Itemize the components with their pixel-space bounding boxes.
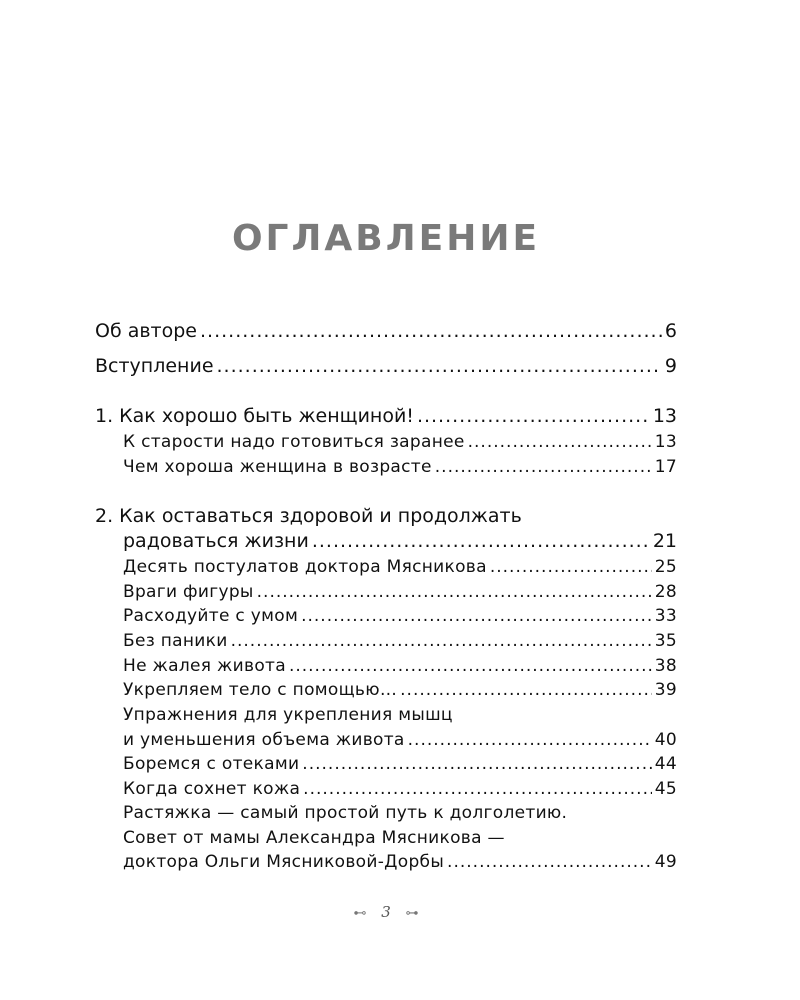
toc-entry-label: радоваться жизни [123,530,309,552]
toc-entry-label: Враги фигуры [123,582,254,602]
toc-entry-page: 13 [654,432,677,452]
toc-entry-page: 38 [654,656,677,676]
toc-entry-label: и уменьшения объема живота [123,730,405,750]
toc-subentry[interactable] [123,606,677,626]
dot-leader [435,457,652,477]
toc-entry-page: 35 [654,631,677,651]
toc-subentry[interactable] [123,582,677,602]
page-title: ОГЛАВЛЕНИЕ [231,218,541,259]
toc-entry-page: 40 [654,730,677,750]
right-ornament-icon: ⊶ [405,906,419,921]
toc-entry-label: Боремся с отеками [123,754,300,774]
dot-leader [312,530,650,552]
page-folio [0,903,772,921]
dot-leader [490,557,652,577]
toc-entry-page: 44 [654,754,677,774]
toc-entry-label: Вступление [95,355,214,377]
toc-subentry[interactable] [123,432,677,452]
toc-entry-label: К старости надо готовиться заранее [123,432,465,452]
toc-subentry[interactable] [123,680,677,700]
toc-subentry-line: Упражнения для укрепления мышц [123,705,453,725]
toc-entry-label: 1. Как хорошо быть женщиной! [95,405,414,427]
toc-entry-intro[interactable] [95,355,677,377]
toc-subentry[interactable] [123,656,677,676]
toc-subentry-line: Растяжка — самый простой путь к долголетию. [123,803,568,823]
toc-subentry[interactable] [123,754,677,774]
toc-entry-label: Без паники [123,631,228,651]
left-ornament-icon: ⊷ [353,906,367,921]
toc-entry-page: 45 [654,779,677,799]
toc-subentry[interactable] [123,557,677,577]
toc-subentry[interactable] [123,730,677,750]
dot-leader [417,405,650,427]
dot-leader [468,432,652,452]
toc-entry-page: 49 [654,852,677,872]
dot-leader [257,582,652,602]
toc-subentry[interactable] [123,779,677,799]
toc-entry-page: 9 [664,355,677,377]
dot-leader [217,355,662,377]
dot-leader [302,754,651,774]
toc-chapter-2[interactable] [123,530,677,552]
dot-leader [408,730,652,750]
toc-entry-label: Об авторе [95,320,197,342]
toc-entry-label: доктора Ольги Мясниковой-Дорбы [123,852,445,872]
toc-entry-page: 17 [654,457,677,477]
toc-entry-label: Не жалея живота [123,656,286,676]
toc-entry-page: 21 [652,530,677,552]
dot-leader [447,852,652,872]
toc-entry-page: 13 [652,405,677,427]
toc-entry-page: 39 [654,680,677,700]
toc-entry-page: 28 [654,582,677,602]
dot-leader [301,606,652,626]
toc-entry-label: Когда сохнет кожа [123,779,301,799]
dot-leader [231,631,652,651]
toc-chapter-2-title-line: 2. Как оставаться здоровой и продолжать [95,505,522,527]
toc-entry-label: Расходуйте с умом [123,606,299,626]
page-number: 3 [381,903,391,921]
toc-entry-page: 25 [654,557,677,577]
toc-entry-page: 6 [664,320,677,342]
toc-entry-page: 33 [654,606,677,626]
dot-leader [400,680,652,700]
toc-subentry[interactable] [123,852,677,872]
dot-leader [303,779,652,799]
dot-leader [289,656,652,676]
toc-entry-author[interactable] [95,320,677,342]
dot-leader [200,320,662,342]
toc-subentry-line: Совет от мамы Александра Мясникова — [123,828,505,848]
toc-entry-label: Чем хороша женщина в возрасте [123,457,432,477]
toc-entry-label: Десять постулатов доктора Мясникова [123,557,487,577]
toc-subentry[interactable] [123,631,677,651]
toc-chapter-1[interactable] [95,405,677,427]
toc-entry-label: Укрепляем тело с помощью… [123,680,398,700]
toc-subentry[interactable] [123,457,677,477]
